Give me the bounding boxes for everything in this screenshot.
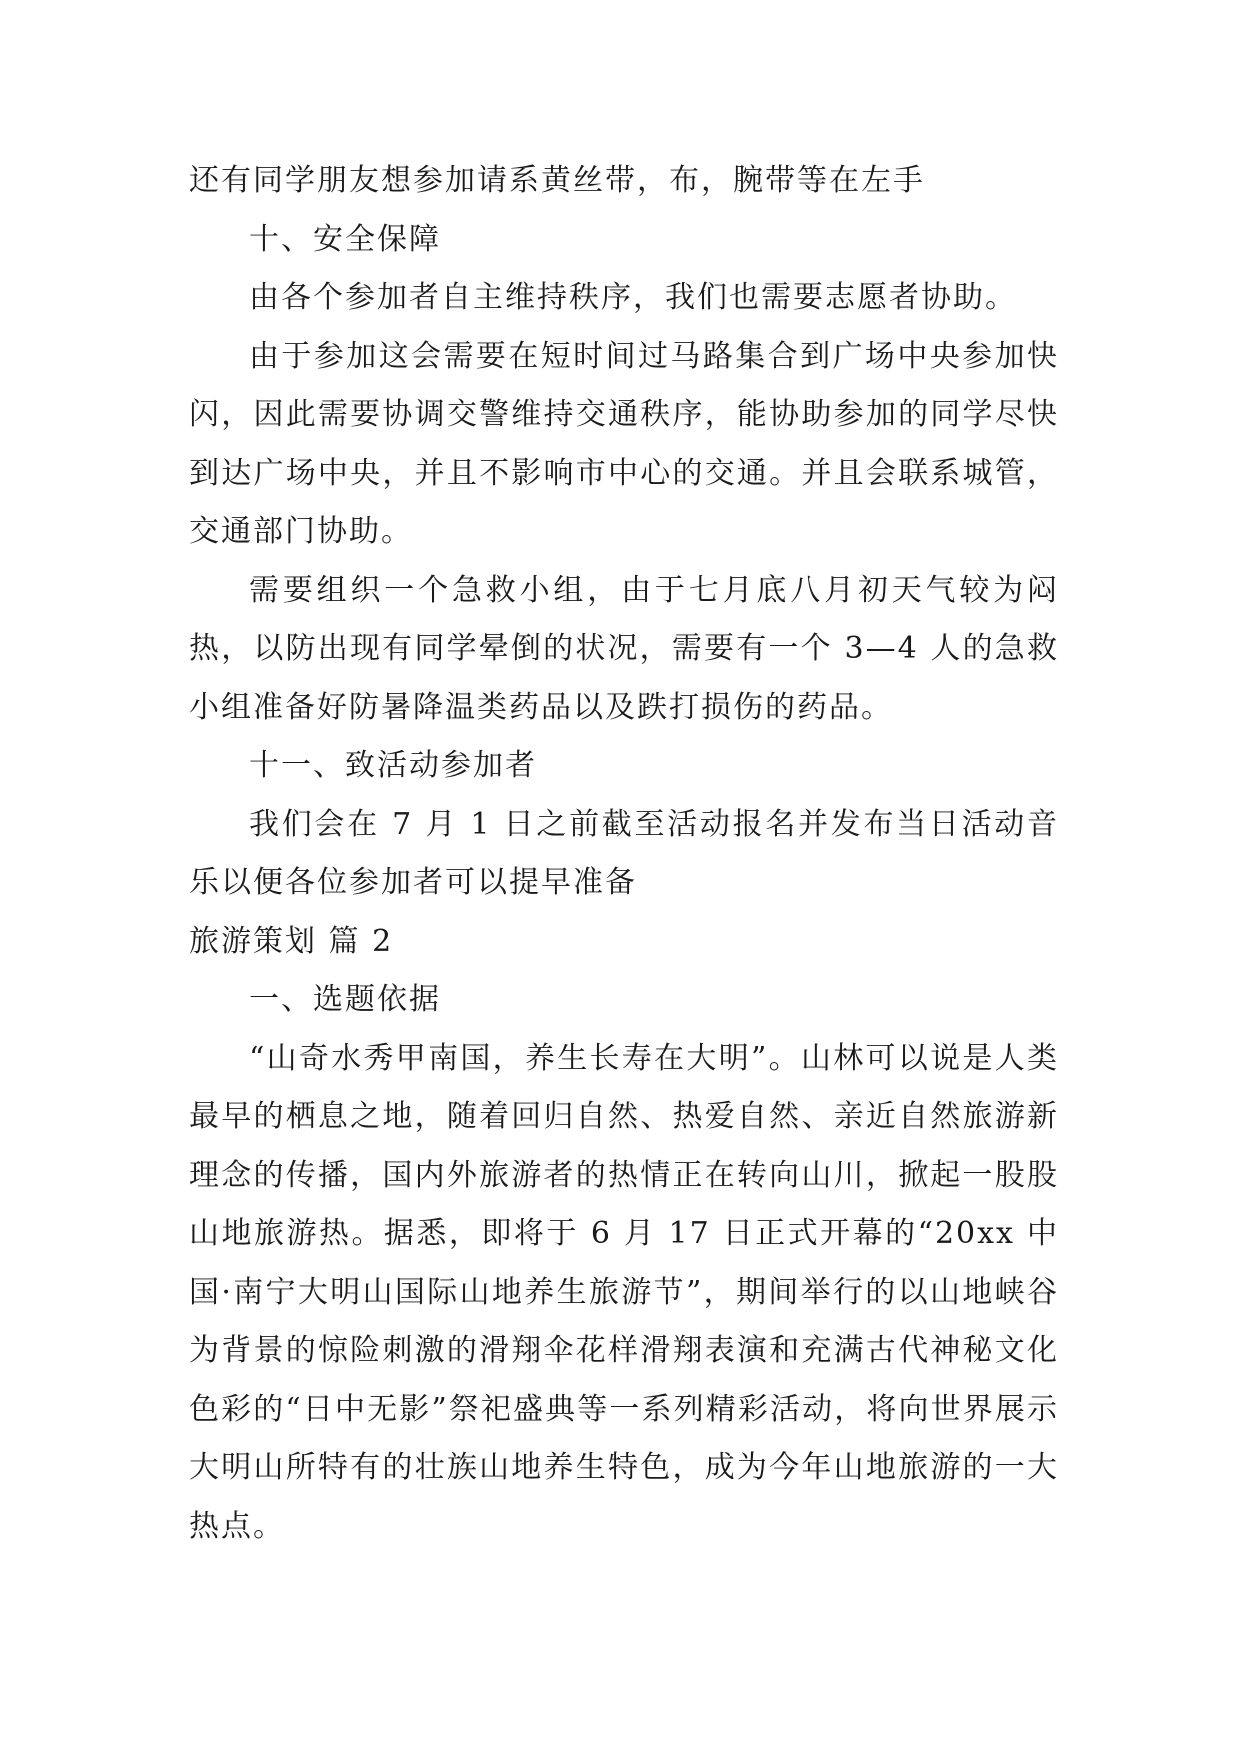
paragraph-first-aid: 需要组织一个急救小组，由于七月底八月初天气较为闷热，以防出现有同学晕倒的状况，需要有一个 3—4 人的急救小组准备好防暑降温类药品以及跌打损伤的药品。 [189,572,1059,725]
paragraph-registration: 我们会在 7 月 1 日之前截至活动报名并发布当日活动音乐以便各位参加者可以提早准备 [189,806,1059,900]
article-title: 旅游策划 篇 2 [189,923,394,959]
paragraph-traffic: 由于参加这会需要在短时间过马路集合到广场中央参加快闪，因此需要协调交警维持交通秩序，能协助参加的同学尽快到达广场中央，并且不影响市中心的交通。并且会联系城管，交通部门协助。 [189,338,1059,549]
paragraph-order: 由各个参加者自主维持秩序，我们也需要志愿者协助。 [249,280,1017,315]
paragraph-basis: “山奇水秀甲南国，养生长寿在大明”。山林可以说是人类最早的栖息之地，随着回归自然、热爱自然、亲近自然旅游新理念的传播，国内外旅游者的热情正在转向山川，掀起一股股山地旅游热。据悉，即将于 6 月 17 日正式开幕的“20xx 中国·南宁大明山国际山地养生旅游节”，期间举行的以山地峡谷为背景的惊险刺激的滑翔伞花样滑翔表演和充满古代神秘文化色彩的“日中无影”祭祀盛典等一系列精彩活动，将向世界展示大明山所特有的壮族山地养生特色，成为今年山地旅游的一大热点。 [189,1040,1059,1544]
paragraph-continuation: 还有同学朋友想参加请系黄丝带，布，腕带等在左手 [189,163,925,198]
section-heading-participants: 十一、致活动参加者 [249,748,537,783]
section-heading-safety: 十、安全保障 [249,221,441,257]
document-body [189,152,1059,1556]
section-heading-basis: 一、选题依据 [249,982,441,1017]
